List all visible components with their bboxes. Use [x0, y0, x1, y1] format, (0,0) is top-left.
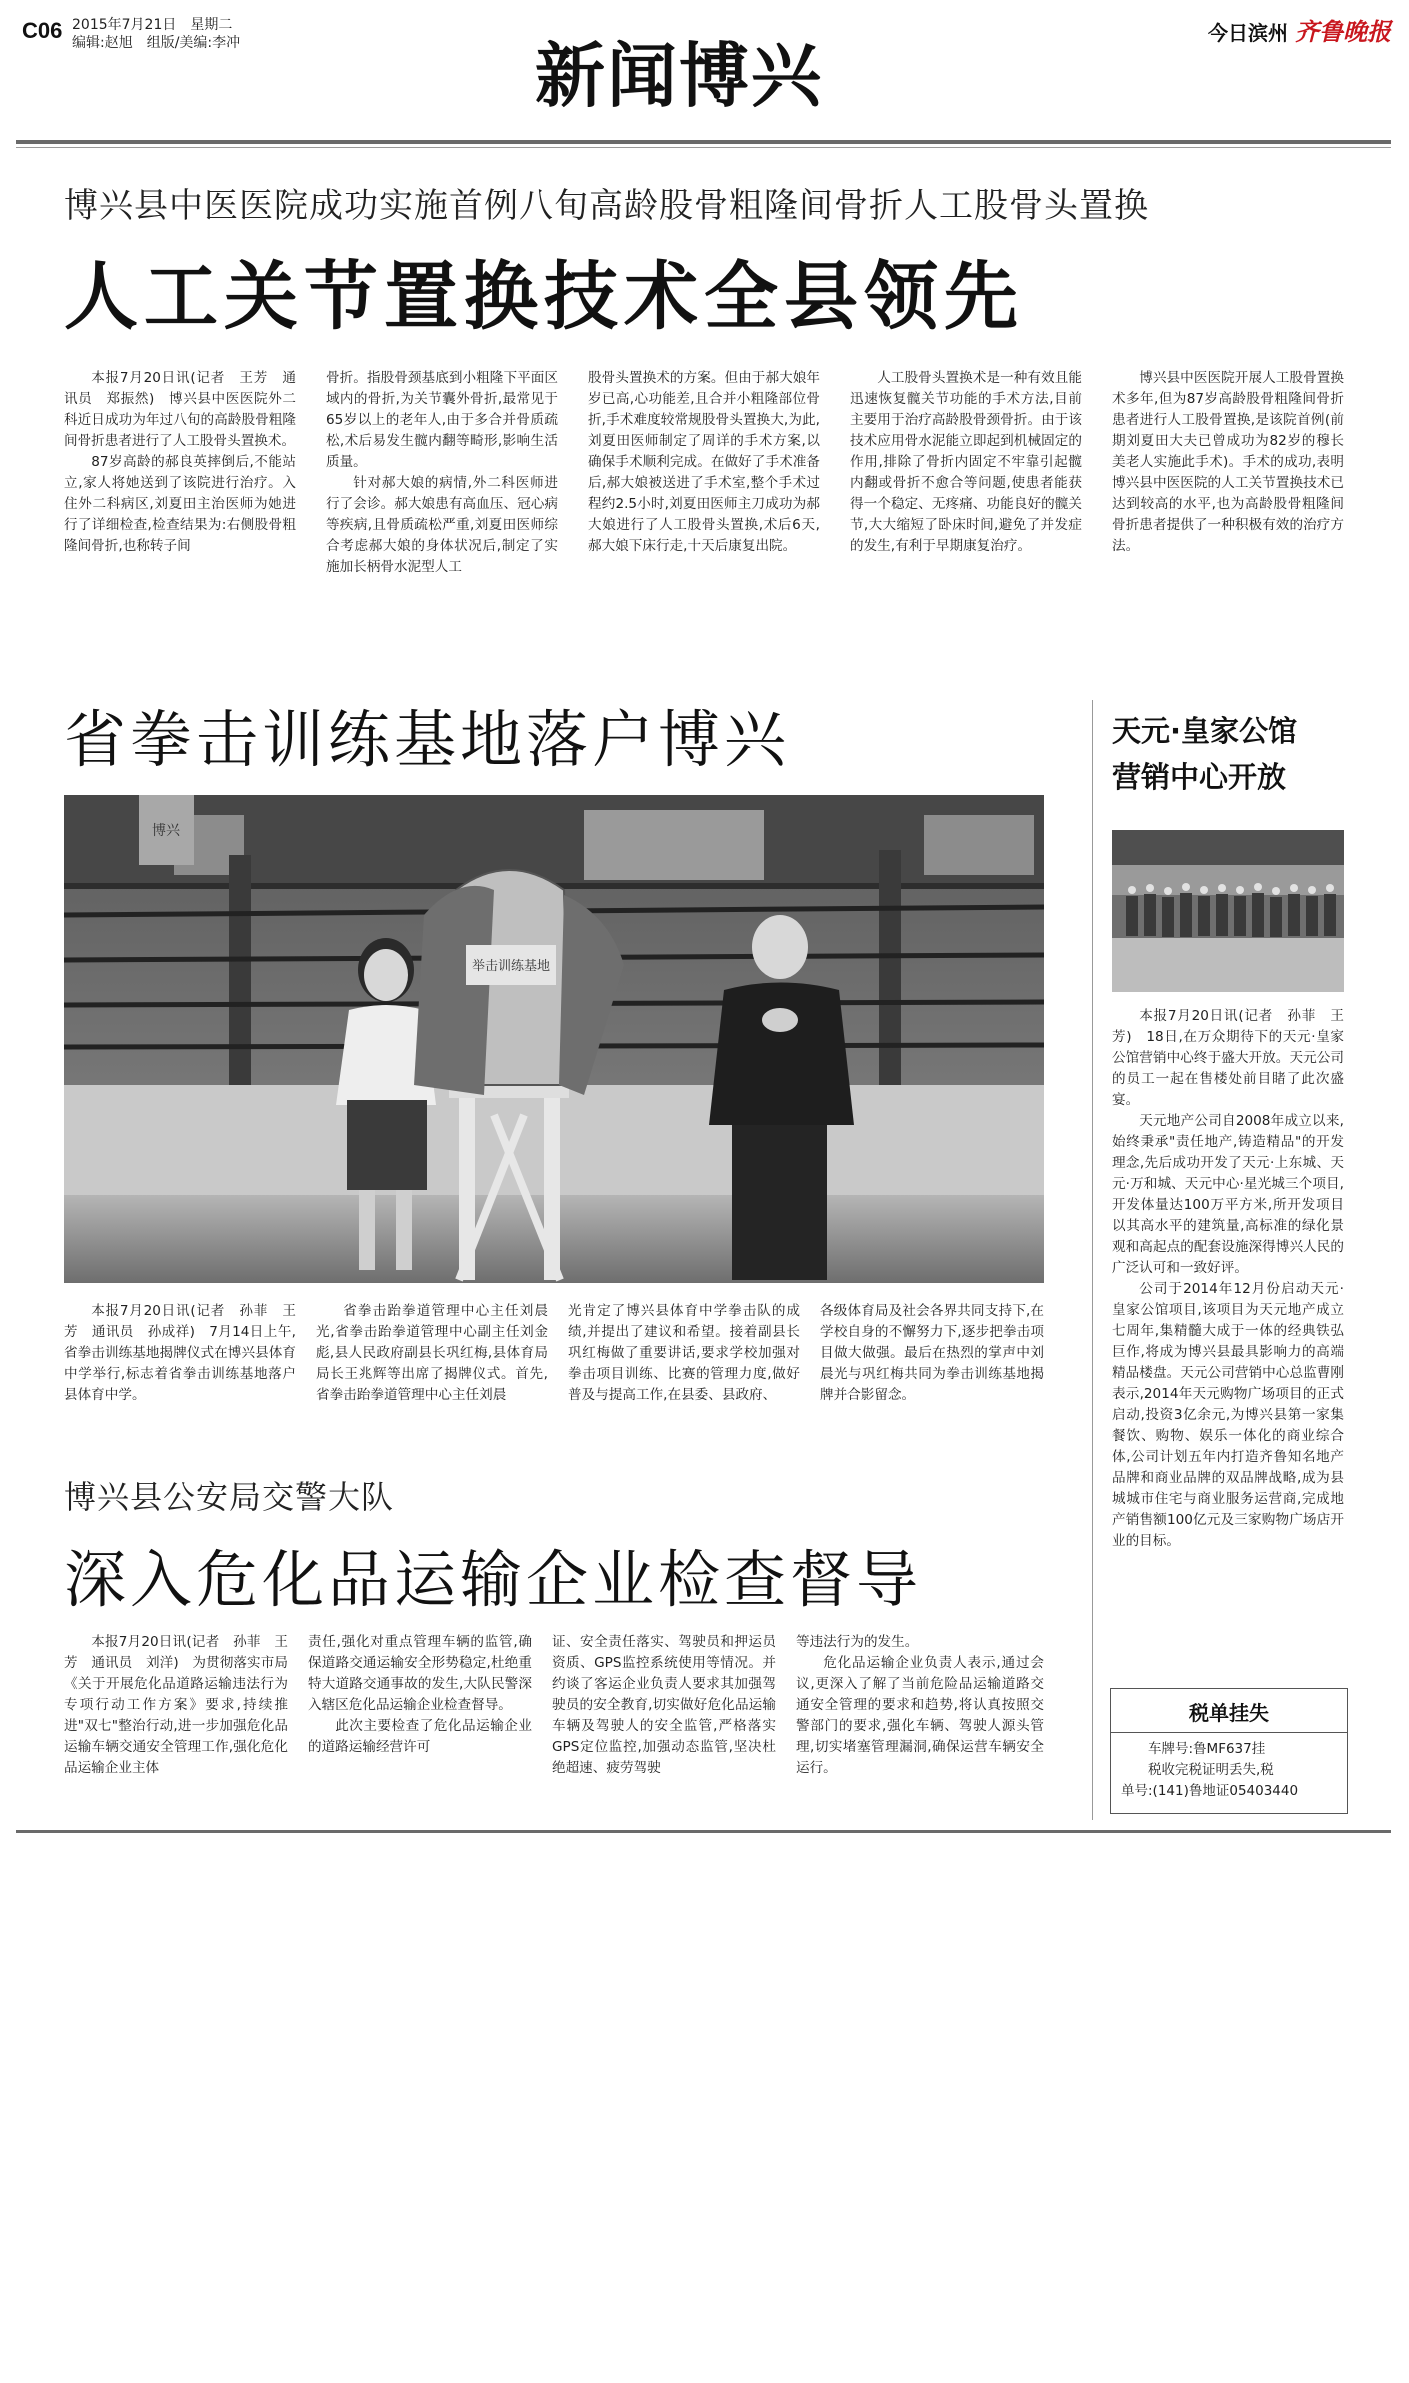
- article3-paragraph: 证、安全责任落实、驾驶员和押运员资质、GPS监控系统使用等情况。并约谈了客运企业负责人要求其加强驾驶员的安全教育,切实做好危化品运输车辆及驾驶人的安全监管,严格落实GPS定位监控,加强动态监管,坚决杜绝超速、疲劳驾驶: [552, 1634, 776, 1776]
- paper-brand-logo: 齐鲁晚报: [1295, 17, 1391, 46]
- article1-headline: 人工关节置换技术全县领先: [64, 254, 1024, 340]
- notice-line: 车牌号:鲁MF637挂: [1148, 1741, 1266, 1757]
- notice-title: 税单挂失: [1189, 1701, 1269, 1725]
- issue-date: 2015年7月21日 星期二: [72, 17, 233, 33]
- sidebar-paragraph: 公司于2014年12月份启动天元·皇家公馆项目,该项目为天元地产成立七周年,集精髓大成于一体的经典铁弘巨作,将成为博兴县最具影响力的高端精品楼盘。天元公司营销中心总监曹刚表示,2014年天元购物广场项目的正式启动,投资3亿余元,为博兴县第一家集餐饮、购物、娱乐一体化的商业综合体,公司计划五年内打造齐鲁知名地产品牌和商业品牌的双品牌战略,成为县城城市住宅与商业服务运营商,完成地产销售额100亿元及三家购物广场店开业的目标。: [1112, 1281, 1344, 1549]
- article2-paragraph: 省拳击跆拳道管理中心主任刘晨光,省拳击跆拳道管理中心副主任刘金彪,县人民政府副县长巩红梅,县体育局局长王兆辉等出席了揭牌仪式。首先,省拳击跆拳道管理中心主任刘晨: [316, 1303, 548, 1403]
- article1-paragraph: 博兴县中医医院开展人工股骨置换术多年,但为87岁高龄股骨粗隆间骨折患者进行人工股骨置换,是该院首例(前期刘夏田大夫已曾成功为82岁的穆长美老人实施此手术)。手术的成功,表明博兴县中医医院的人工关节置换技术已达到较高的水平,也为高龄股骨粗隆间骨折患者提供了一种积极有效的治疗方法。: [1112, 370, 1344, 554]
- article3-column-4: [796, 1632, 1044, 1779]
- region-label: 今日滨州: [1208, 21, 1289, 45]
- article2-paragraph: 光肯定了博兴县体育中学拳击队的成绩,并提出了建议和希望。接着副县长巩红梅做了重要讲话,要求学校加强对拳击项目训练、比赛的管理力度,做好普及与提高工作,在县委、县政府、: [568, 1303, 800, 1403]
- article3-paragraph: 此次主要检查了危化品运输企业的道路运输经营许可: [308, 1718, 532, 1755]
- notice-line: 单号:(141)鲁地证05403440: [1121, 1783, 1299, 1799]
- wall-banner-text: 博兴: [152, 823, 180, 839]
- editor-credits: 编辑:赵旭 组版/美编:李冲: [72, 35, 241, 51]
- article3-paragraph: 本报7月20日讯(记者 孙菲 王芳 通讯员 刘洋) 为贯彻落实市局《关于开展危化品道路运输违法行为专项行动工作方案》要求,持续推进"双七"整治行动,进一步加强危化品运输车辆交通安全管理工作,强化危化品运输企业主体: [64, 1634, 288, 1776]
- sales-center-photo-illustration: [1112, 830, 1344, 992]
- article3-paragraph: 危化品运输企业负责人表示,通过会议,更深入了解了当前危险品运输道路交通安全管理的要求和趋势,将认真按照交警部门的要求,强化车辆、驾驶人源头管理,切实堵塞管理漏洞,确保运营车辆安全运行。: [796, 1655, 1044, 1776]
- notice-line: 税收完税证明丢失,税: [1148, 1762, 1274, 1778]
- article2-column-1: [64, 1301, 296, 1406]
- section-title: 新闻博兴: [535, 34, 823, 117]
- article3-column-3: [552, 1632, 776, 1779]
- article2-column-4: [820, 1301, 1044, 1406]
- lost-tax-notice: [1110, 1688, 1348, 1814]
- article1-column-2: [326, 368, 558, 578]
- article1-paragraph: 人工股骨头置换术是一种有效且能迅速恢复髋关节功能的手术方法,目前主要用于治疗高龄股骨颈骨折。由于该技术应用骨水泥能立即起到机械固定的作用,排除了骨折内固定不牢靠引起髋内翻或骨折不愈合等问题,使患者能获得一个稳定、无疼痛、功能良好的髋关节,大大缩短了卧床时间,避免了并发症的发生,有利于早期康复治疗。: [850, 370, 1082, 554]
- photo-banner-text: 举击训练基地: [471, 959, 551, 974]
- issue-info: [72, 16, 240, 52]
- article1-paragraph: 本报7月20日讯(记者 王芳 通讯员 郑振然) 博兴县中医医院外二科近日成功为年过八旬的高龄股骨粗隆间骨折患者进行了人工股骨头置换术。: [64, 370, 296, 449]
- article3-column-1: [64, 1632, 288, 1779]
- article1-kicker: 博兴县中医医院成功实施首例八旬高龄股骨粗隆间骨折人工股骨头置换: [64, 186, 1149, 226]
- article1-column-5: [1112, 368, 1344, 557]
- article1-paragraph: 87岁高龄的郝良英摔倒后,不能站立,家人将她送到了该院进行治疗。入住外二科病区,刘夏田主治医师为她进行了详细检查,检查结果为:右侧股骨粗隆间骨折,也称转子间: [64, 454, 296, 554]
- sidebar-title-line1: 天元·皇家公馆: [1112, 714, 1298, 748]
- article1-column-3: [588, 368, 820, 557]
- footer-divider: [16, 1830, 1391, 1833]
- header-divider-thin: [16, 147, 1391, 148]
- article1-column-4: [850, 368, 1082, 557]
- article1-paragraph: 股骨头置换术的方案。但由于郝大娘年岁已高,心功能差,且合并小粗隆部位骨折,手术难度较常规股骨头置换大,为此,刘夏田医师制定了周详的手术方案,以确保手术顺利完成。在做好了手术准备后,郝大娘被送进了手术室,整个手术过程约2.5小时,刘夏田医师主刀成功为郝大娘进行了人工股骨头置换,术后6天,郝大娘下床行走,十天后康复出院。: [588, 370, 820, 554]
- header-divider: [16, 140, 1391, 144]
- sidebar-article: [1112, 1006, 1344, 1552]
- sidebar-paragraph: 本报7月20日讯(记者 孙菲 王芳) 18日,在万众期待下的天元·皇家公馆营销中心终于盛大开放。天元公司的员工一起在售楼处前目睹了此次盛宴。: [1112, 1008, 1344, 1108]
- article3-paragraph: 责任,强化对重点管理车辆的监管,确保道路交通运输安全形势稳定,杜绝重特大道路交通事故的发生,大队民警深入辖区危化品运输企业检查督导。: [308, 1634, 532, 1713]
- article3-column-2: [308, 1632, 532, 1758]
- paper-masthead: [1208, 12, 1391, 47]
- article1-paragraph: 骨折。指股骨颈基底到小粗隆下平面区域内的骨折,为关节囊外骨折,最常见于65岁以上的老年人,由于多合并骨质疏松,术后易发生髋内翻等畸形,影响生活质量。: [326, 370, 558, 470]
- article3-kicker: 博兴县公安局交警大队: [64, 1478, 395, 1516]
- article2-column-3: [568, 1301, 800, 1406]
- sidebar-divider: [1092, 700, 1093, 1820]
- article3-paragraph: 等违法行为的发生。: [796, 1634, 919, 1650]
- article2-paragraph: 各级体育局及社会各界共同支持下,在学校自身的不懈努力下,逐步把拳击项目做大做强。最后在热烈的掌声中刘晨光与巩红梅共同为拳击训练基地揭牌并合影留念。: [820, 1303, 1044, 1403]
- article2-column-2: [316, 1301, 548, 1406]
- page-number: C06: [22, 18, 63, 43]
- article2-headline: 省拳击训练基地落户博兴: [64, 703, 791, 776]
- article3-headline: 深入危化品运输企业检查督导: [64, 1543, 923, 1616]
- ceremony-photo: [64, 795, 1044, 1283]
- ceremony-photo-illustration: [64, 795, 1044, 1283]
- article1-column-1: [64, 368, 296, 557]
- article2-paragraph: 本报7月20日讯(记者 孙菲 王芳 通讯员 孙成祥) 7月14日上午,省拳击训练基地揭牌仪式在博兴县体育中学举行,标志着省拳击训练基地落户县体育中学。: [64, 1303, 296, 1403]
- notice-body: [1111, 1733, 1347, 1802]
- sales-center-photo: [1112, 830, 1344, 992]
- sidebar-title-line2: 营销中心开放: [1112, 760, 1287, 794]
- sidebar-paragraph: 天元地产公司自2008年成立以来,始终秉承"责任地产,铸造精品"的开发理念,先后成功开发了天元·上东城、天元·万和城、天元中心·星光城三个项目,开发体量达100万平方米,所开发项目以其高水平的建筑量,高标准的绿化景观和高起点的配套设施深得博兴人民的广泛认可和一致好评。: [1112, 1113, 1344, 1276]
- sidebar-title: [1112, 708, 1297, 800]
- article1-paragraph: 针对郝大娘的病情,外二科医师进行了会诊。郝大娘患有高血压、冠心病等疾病,且骨质疏松严重,刘夏田医师综合考虑郝大娘的身体状况后,制定了实施加长柄骨水泥型人工: [326, 475, 558, 575]
